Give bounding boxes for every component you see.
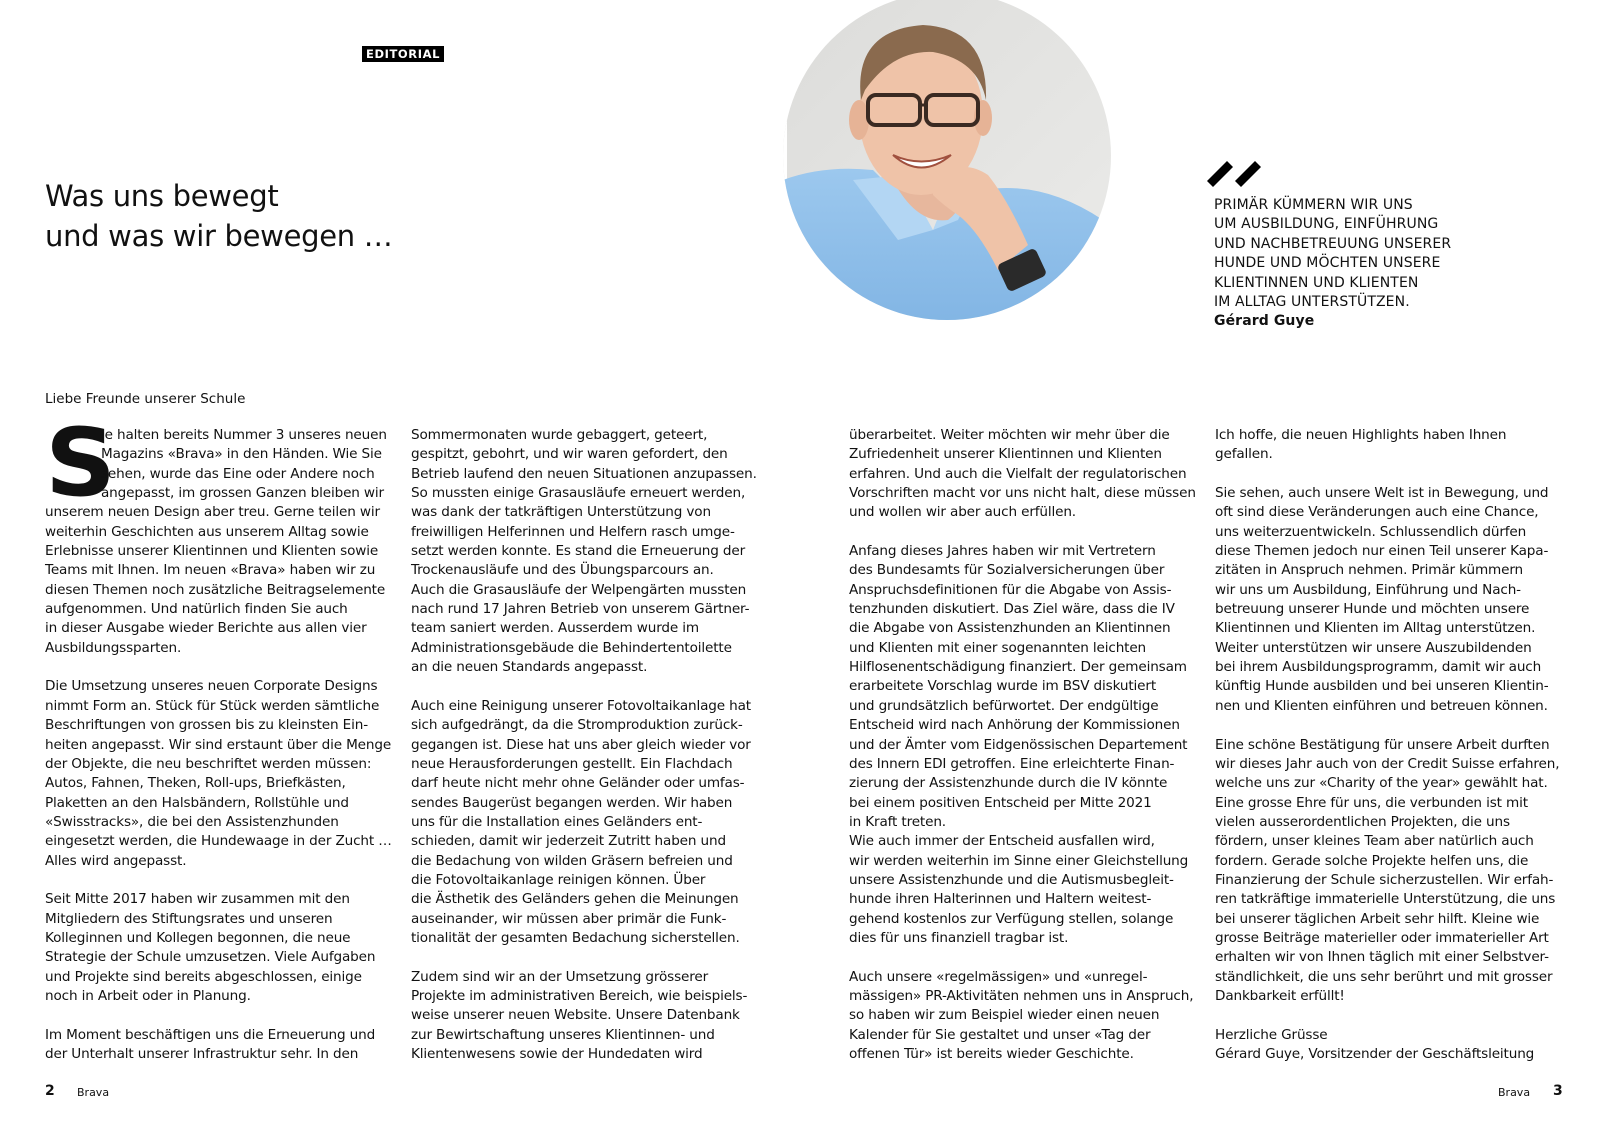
body-text-line: Auch die Grasausläufe der Welpengärten mussten <box>411 581 747 598</box>
body-text-line: in Kraft treten. <box>849 813 946 830</box>
body-text-line: Betrieb laufend den neuen Situationen anzupassen. <box>411 465 757 482</box>
paragraph-gap <box>849 523 1209 542</box>
body-text-line: bei ihrem Ausbildungsprogramm, damit wir auch <box>1215 659 1542 676</box>
body-text-line: gefallen. <box>1215 446 1273 463</box>
body-text-line: künftig Hunde ausbilden und bei unseren Klientin- <box>1215 678 1549 695</box>
body-text-line: Auch unsere «regelmässigen» und «unregel- <box>849 968 1148 985</box>
body-text-line: Anspruchsdefinitionen für die Abgabe von Assis- <box>849 581 1172 598</box>
pull-quote-line: HUNDE UND MÖCHTEN UNSERE <box>1214 255 1441 272</box>
body-text-line: und Klienten mit einer sogenannten leichten <box>849 639 1147 656</box>
body-text-line: Administrationsgebäude die Behindertentoilette <box>411 639 732 656</box>
page-number-right: 3 <box>1553 1083 1563 1099</box>
body-text-line: Entscheid wird nach Anhörung der Kommissionen <box>849 717 1180 734</box>
body-text-line: und Projekte sind bereits abgeschlossen, einige <box>45 968 362 985</box>
body-text-line: schieden, damit wir jederzeit Zutritt haben und <box>411 833 726 850</box>
footer-brand-right: Brava <box>1498 1086 1531 1099</box>
pull-quote-author: Gérard Guye <box>1214 313 1315 330</box>
body-text-line: die Fotovoltaikanlage reinigen können. Über <box>411 871 706 888</box>
body-text-line: Kalender für Sie gestaltet und unser «Tag der <box>849 1026 1151 1043</box>
body-text-line: darf heute nicht mehr ohne Geländer oder umfas- <box>411 775 745 792</box>
body-text-line: weise unserer neuen Website. Unsere Datenbank <box>411 1007 740 1024</box>
body-text-line: zierung der Assistenzhunde durch die IV könnte <box>849 775 1168 792</box>
paragraph-gap <box>45 871 405 890</box>
body-text-line: team saniert werden. Ausserdem wurde im <box>411 620 699 637</box>
body-text-line: Anfang dieses Jahres haben wir mit Vertretern <box>849 543 1156 560</box>
body-text-line: nach rund 17 Jahren Betrieb von unserem Gärtner- <box>411 601 750 618</box>
body-text-line: freiwilligen Helferinnen und Helfern rasch umge- <box>411 523 735 540</box>
body-column-2 <box>411 426 771 1064</box>
body-text-line: erhalten wir von Ihnen täglich mit einer Selbstver- <box>1215 949 1549 966</box>
body-text-line: des Innern EDI getroffen. Eine erleichterte Finan- <box>849 755 1175 772</box>
paragraph-gap <box>411 677 771 696</box>
body-text-line: Strategie der Schule umzusetzen. Viele Aufgaben <box>45 949 376 966</box>
body-text-line: des Bundesamts für Sozialversicherungen über <box>849 562 1165 579</box>
body-text-line: was dank der tatkräftigen Unterstützung von <box>411 504 711 521</box>
body-text-line: Klientenwesens sowie der Hundedaten wird <box>411 1046 703 1062</box>
body-text-line: so haben wir zum Beispiel wieder einen neuen <box>849 1007 1160 1024</box>
body-text-line: nimmt Form an. Stück für Stück werden sämtliche <box>45 697 380 714</box>
body-text-line: noch in Arbeit oder in Planung. <box>45 987 251 1004</box>
body-text-line: erarbeitete Vorschlag wurde im BSV diskutiert <box>849 678 1156 695</box>
body-text-line: hunde ihren Halterinnen und Haltern weitest- <box>849 891 1152 908</box>
body-text-line: gehend kostenlos zur Verfügung stellen, solange <box>849 910 1174 927</box>
body-text-line: zur Bewirtschaftung unseres Klientinnen- und <box>411 1026 715 1043</box>
body-text-line: Trockenausläufe und des Übungsparcours an. <box>411 562 714 579</box>
body-text-line: Finanzierung der Schule sicherzustellen. Wir erfah- <box>1215 871 1554 888</box>
body-text-line: die Ästhetik des Geländers gehen die Meinungen <box>411 891 739 908</box>
body-column-4 <box>1215 426 1575 1064</box>
body-text-line: Eine schöne Bestätigung für unsere Arbeit durften <box>1215 736 1550 753</box>
paragraph-gap <box>45 1006 405 1025</box>
body-text-line: Gérard Guye, Vorsitzender der Geschäftsleitung <box>1215 1046 1535 1062</box>
body-text-line: wir uns um Ausbildung, Einführung und Nach- <box>1215 581 1521 598</box>
body-text-line: betreuung unserer Hunde und möchten unsere <box>1215 601 1530 618</box>
footer-brand-left: Brava <box>77 1086 110 1099</box>
body-text-line: vielen ausserordentlichen Projekten, die uns <box>1215 813 1510 830</box>
body-text-line: an die neuen Standards angepasst. <box>411 659 648 676</box>
body-text-line: bei einem positiven Entscheid per Mitte 2021 <box>849 794 1152 811</box>
body-text-line: Magazins «Brava» in den Händen. Wie Sie <box>101 446 382 463</box>
body-text-line: Autos, Fahnen, Theken, Roll-ups, Briefkästen, <box>45 775 346 792</box>
body-text-line: weiterhin Geschichten aus unserem Alltag sowie <box>45 523 369 540</box>
body-text-line: Herzliche Grüsse <box>1215 1026 1328 1043</box>
body-text-line: eingesetzt werden, die Hundewaage in der Zucht … <box>45 833 392 850</box>
body-text-line: Erlebnisse unserer Klientinnen und Klienten sowie <box>45 543 379 560</box>
body-text-line: der Objekte, die neu beschriftet werden müssen: <box>45 755 372 772</box>
body-text-line: So mussten einige Grasausläufe erneuert werden, <box>411 485 746 502</box>
body-text-line: der Unterhalt unserer Infrastruktur sehr. In den <box>45 1046 359 1062</box>
body-text-line: dies für uns finanziell tragbar ist. <box>849 929 1069 946</box>
body-text-line: Die Umsetzung unseres neuen Corporate Designs <box>45 678 378 695</box>
body-text-line: Kolleginnen und Kollegen begonnen, die neue <box>45 929 351 946</box>
body-text-line: Ausbildungssparten. <box>45 639 182 656</box>
pull-quote-line: KLIENTINNEN UND KLIENTEN <box>1214 274 1419 291</box>
body-text-line: Ich hoffe, die neuen Highlights haben Ihnen <box>1215 427 1507 443</box>
body-text-line: heiten angepasst. Wir sind erstaunt über die Menge <box>45 736 392 753</box>
body-text-line: uns weiterzuentwickeln. Schlussendlich dürfen <box>1215 523 1527 540</box>
body-text-line: diese Themen jedoch nur einen Teil unserer Kapa- <box>1215 543 1549 560</box>
body-text-line: offenen Tür» ist bereits wieder Geschichte. <box>849 1046 1134 1062</box>
body-text-line: uns für die Installation eines Geländers ent- <box>411 813 703 830</box>
body-text-line: fördern, unser kleines Team aber natürlich auch <box>1215 833 1534 850</box>
body-text-line: Sommermonaten wurde gebaggert, geteert, <box>411 427 708 443</box>
body-text-line: Zudem sind wir an der Umsetzung grösserer <box>411 968 709 985</box>
body-text-line: Wie auch immer der Entscheid ausfallen wird, <box>849 833 1155 850</box>
drop-cap: S <box>45 409 117 518</box>
body-text-line: Dankbarkeit erfüllt! <box>1215 987 1345 1004</box>
section-badge: EDITORIAL <box>362 46 444 62</box>
page-title-line-2: und was wir bewegen … <box>45 219 393 253</box>
body-text-line: setzt werden konnte. Es stand die Erneuerung der <box>411 543 746 560</box>
pull-quote-line: PRIMÄR KÜMMERN WIR UNS <box>1214 197 1413 213</box>
body-text-line: Beschriftungen von grossen bis zu kleinsten Ein- <box>45 717 368 734</box>
body-text-line: Vorschriften macht vor uns nicht halt, diese müssen <box>849 485 1196 502</box>
body-text-line: Eine grosse Ehre für uns, die verbunden ist mit <box>1215 794 1528 811</box>
body-text-line: tionalität der gesamten Bedachung sicherstellen. <box>411 929 740 946</box>
body-text-line: tenzhunden diskutiert. Das Ziel wäre, dass die IV <box>849 601 1175 618</box>
body-text-line: ie halten bereits Nummer 3 unseres neuen <box>101 427 387 443</box>
body-text-line: gegangen ist. Diese hat uns aber gleich wieder vor <box>411 736 751 753</box>
pull-quote-line: UM AUSBILDUNG, EINFÜHRUNG <box>1214 216 1439 233</box>
body-text-line: Zufriedenheit unserer Klientinnen und Klienten <box>849 446 1162 463</box>
body-text-line: «Swisstracks», die bei den Assistenzhunden <box>45 813 339 830</box>
body-text-line: unsere Assistenzhunde und die Autismusbegleit- <box>849 871 1174 888</box>
body-text-line: erfahren. Und auch die Vielfalt der regulatorischen <box>849 465 1187 482</box>
body-text-line: gespitzt, gebohrt, und wir waren gefordert, den <box>411 446 728 463</box>
body-text-line: angepasst, im grossen Ganzen bleiben wir <box>101 485 384 502</box>
body-text-line: und der Ämter vom Eidgenössischen Departement <box>849 736 1188 753</box>
pull-quote-line: IM ALLTAG UNTERSTÜTZEN. <box>1214 294 1410 311</box>
body-text-line: diesen Themen noch zusätzliche Beitragselemente <box>45 581 386 598</box>
body-text-line: sehen, wurde das Eine oder Andere noch <box>101 465 375 482</box>
paragraph-gap <box>1215 716 1575 735</box>
paragraph-gap <box>849 948 1209 967</box>
body-column-3 <box>849 426 1209 1064</box>
body-text-line: unserem neuen Design aber treu. Gerne teilen wir <box>45 504 380 521</box>
body-text-line: Alles wird angepasst. <box>45 852 187 869</box>
body-text-line: und grundsätzlich befürwortet. Der endgültige <box>849 697 1159 714</box>
body-text-line: ren tatkräftige immaterielle Unterstützung, die uns <box>1215 891 1556 908</box>
body-text-line: zitäten in Anspruch nehmen. Primär kümmern <box>1215 562 1524 579</box>
body-column-1 <box>45 409 405 1064</box>
pull-quote-line: UND NACHBETREUUNG UNSERER <box>1214 235 1452 252</box>
body-text-line: Plaketten an den Halsbändern, Rollstühle und <box>45 794 349 811</box>
quote-mark-icon <box>1207 157 1263 191</box>
body-text-line: Mitgliedern des Stiftungsrates und unseren <box>45 910 333 927</box>
page-number-left: 2 <box>45 1083 55 1099</box>
body-text-line: grosse Beiträge materieller oder immaterieller Art <box>1215 929 1549 946</box>
body-text-line: Seit Mitte 2017 haben wir zusammen mit den <box>45 891 350 908</box>
body-text-line: mässigen» PR-Aktivitäten nehmen uns in Anspruch, <box>849 987 1194 1004</box>
paragraph-gap <box>45 658 405 677</box>
page-title <box>45 176 392 256</box>
salutation: Liebe Freunde unserer Schule <box>45 391 246 407</box>
body-text-line: fordern. Gerade solche Projekte helfen uns, die <box>1215 852 1529 869</box>
body-text-line: bei unserer täglichen Arbeit sehr hilft. Kleine wie <box>1215 910 1540 927</box>
body-text-line: neue Herausforderungen gestellt. Ein Flachdach <box>411 755 733 772</box>
body-text-line: wir werden weiterhin im Sinne einer Gleichstellung <box>849 852 1189 869</box>
body-text-line: ständlichkeit, die uns sehr berührt und mit grosser <box>1215 968 1553 985</box>
paragraph-gap <box>1215 465 1575 484</box>
body-text-line: sich aufgedrängt, da die Stromproduktion zurück- <box>411 717 743 734</box>
pull-quote <box>1214 196 1451 332</box>
body-text-line: Weiter unterstützen wir unsere Auszubildenden <box>1215 639 1532 656</box>
paragraph-gap <box>411 948 771 967</box>
body-text-line: welche uns zur «Charity of the year» gewählt hat. <box>1215 775 1548 792</box>
body-text-line: Im Moment beschäftigen uns die Erneuerung und <box>45 1026 376 1043</box>
body-text-line: überarbeitet. Weiter möchten wir mehr über die <box>849 427 1170 443</box>
body-text-line: sendes Baugerüst begangen werden. Wir haben <box>411 794 733 811</box>
page-title-line-1: Was uns bewegt <box>45 179 279 213</box>
body-text-line: die Bedachung von wilden Gräsern befreien und <box>411 852 733 869</box>
body-text-line: aufgenommen. Und natürlich finden Sie auch <box>45 601 348 618</box>
body-text-line: oft sind diese Veränderungen auch eine Chance, <box>1215 504 1539 521</box>
body-text-line: Sie sehen, auch unsere Welt ist in Bewegung, und <box>1215 485 1549 502</box>
body-text-line: Teams mit Ihnen. Im neuen «Brava» haben wir zu <box>45 562 376 579</box>
body-text-line: wir dieses Jahr auch von der Credit Suisse erfahren, <box>1215 755 1560 772</box>
portrait-photo <box>783 0 1131 340</box>
paragraph-gap <box>1215 1006 1575 1025</box>
body-text-line: nen und Klienten einführen und betreuen können. <box>1215 697 1548 714</box>
body-text-line: Hilflosenentschädigung finanziert. Der gemeinsam <box>849 659 1187 676</box>
body-text-line: in dieser Ausgabe wieder Berichte aus allen vier <box>45 620 367 637</box>
body-text-line: Auch eine Reinigung unserer Fotovoltaikanlage hat <box>411 697 751 714</box>
body-text-line: die Abgabe von Assistenzhunden an Klientinnen <box>849 620 1171 637</box>
body-text-line: Projekte im administrativen Bereich, wie beispiels- <box>411 987 748 1004</box>
body-text-line: und wollen wir aber auch erfüllen. <box>849 504 1076 521</box>
body-text-line: auseinander, wir müssen aber primär die Funk- <box>411 910 727 927</box>
body-text-line: Klientinnen und Klienten im Alltag unterstützen. <box>1215 620 1536 637</box>
